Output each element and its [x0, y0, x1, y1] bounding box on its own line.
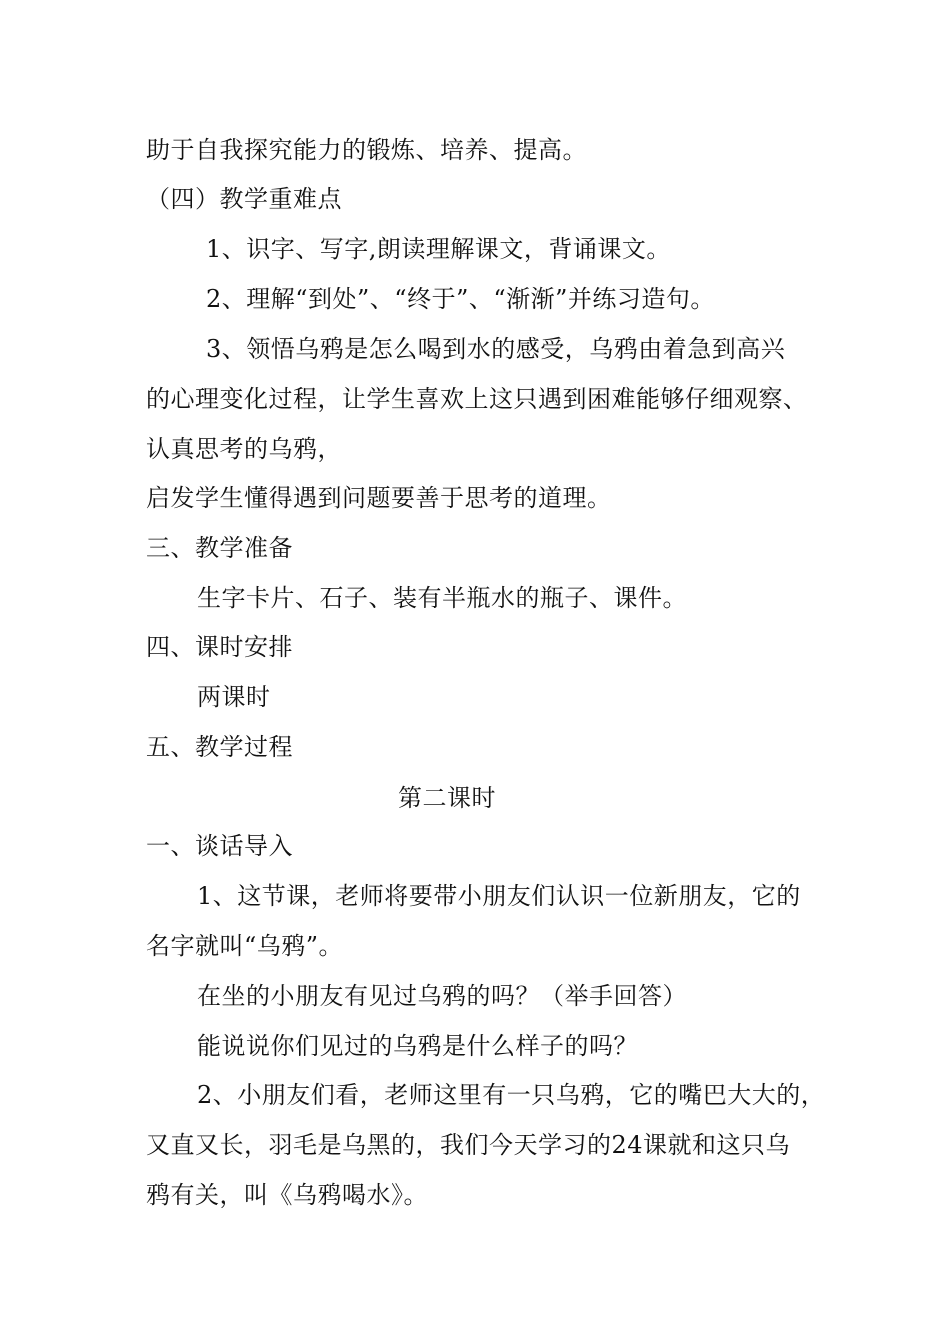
list-item: 1、识字、写字,朗读理解课文，背诵课文。	[206, 235, 671, 263]
section-heading: 四、课时安排	[146, 633, 293, 661]
section-heading: 一、谈话导入	[146, 832, 293, 860]
paragraph-line: 的心理变化过程，让学生喜欢上这只遇到困难能够仔细观察、	[146, 385, 808, 413]
list-item: 3、领悟乌鸦是怎么喝到水的感受，乌鸦由着急到高兴	[206, 335, 786, 363]
paragraph-line: 助于自我探究能力的锻炼、培养、提高。	[146, 136, 587, 164]
paragraph-line: 鸦有关，叫《乌鸦喝水》。	[146, 1181, 428, 1209]
paragraph-line: 认真思考的乌鸦，	[146, 435, 342, 463]
paragraph-line: 能说说你们见过的乌鸦是什么样子的吗？	[197, 1032, 638, 1060]
paragraph-line: 2、小朋友们看，老师这里有一只乌鸦，它的嘴巴大大的，	[197, 1081, 826, 1109]
lesson-title: 第二课时	[398, 784, 496, 812]
paragraph-line: 启发学生懂得遇到问题要善于思考的道理。	[146, 484, 612, 512]
paragraph-line: 1、这节课，老师将要带小朋友们认识一位新朋友，它的	[197, 882, 801, 910]
paragraph-line: 名字就叫“乌鸦”。	[146, 932, 344, 960]
section-heading: （四）教学重难点	[146, 185, 342, 213]
paragraph-line: 又直又长，羽毛是乌黑的，我们今天学习的24课就和这只乌	[146, 1131, 791, 1159]
paragraph-line: 两课时	[197, 683, 271, 711]
paragraph-line: 生字卡片、石子、装有半瓶水的瓶子、课件。	[197, 584, 687, 612]
paragraph-line: 在坐的小朋友有见过乌鸦的吗？（举手回答）	[197, 982, 687, 1010]
section-heading: 三、教学准备	[146, 534, 293, 562]
list-item: 2、理解“到处”、“终于”、“渐渐”并练习造句。	[206, 285, 715, 313]
section-heading: 五、教学过程	[146, 733, 293, 761]
